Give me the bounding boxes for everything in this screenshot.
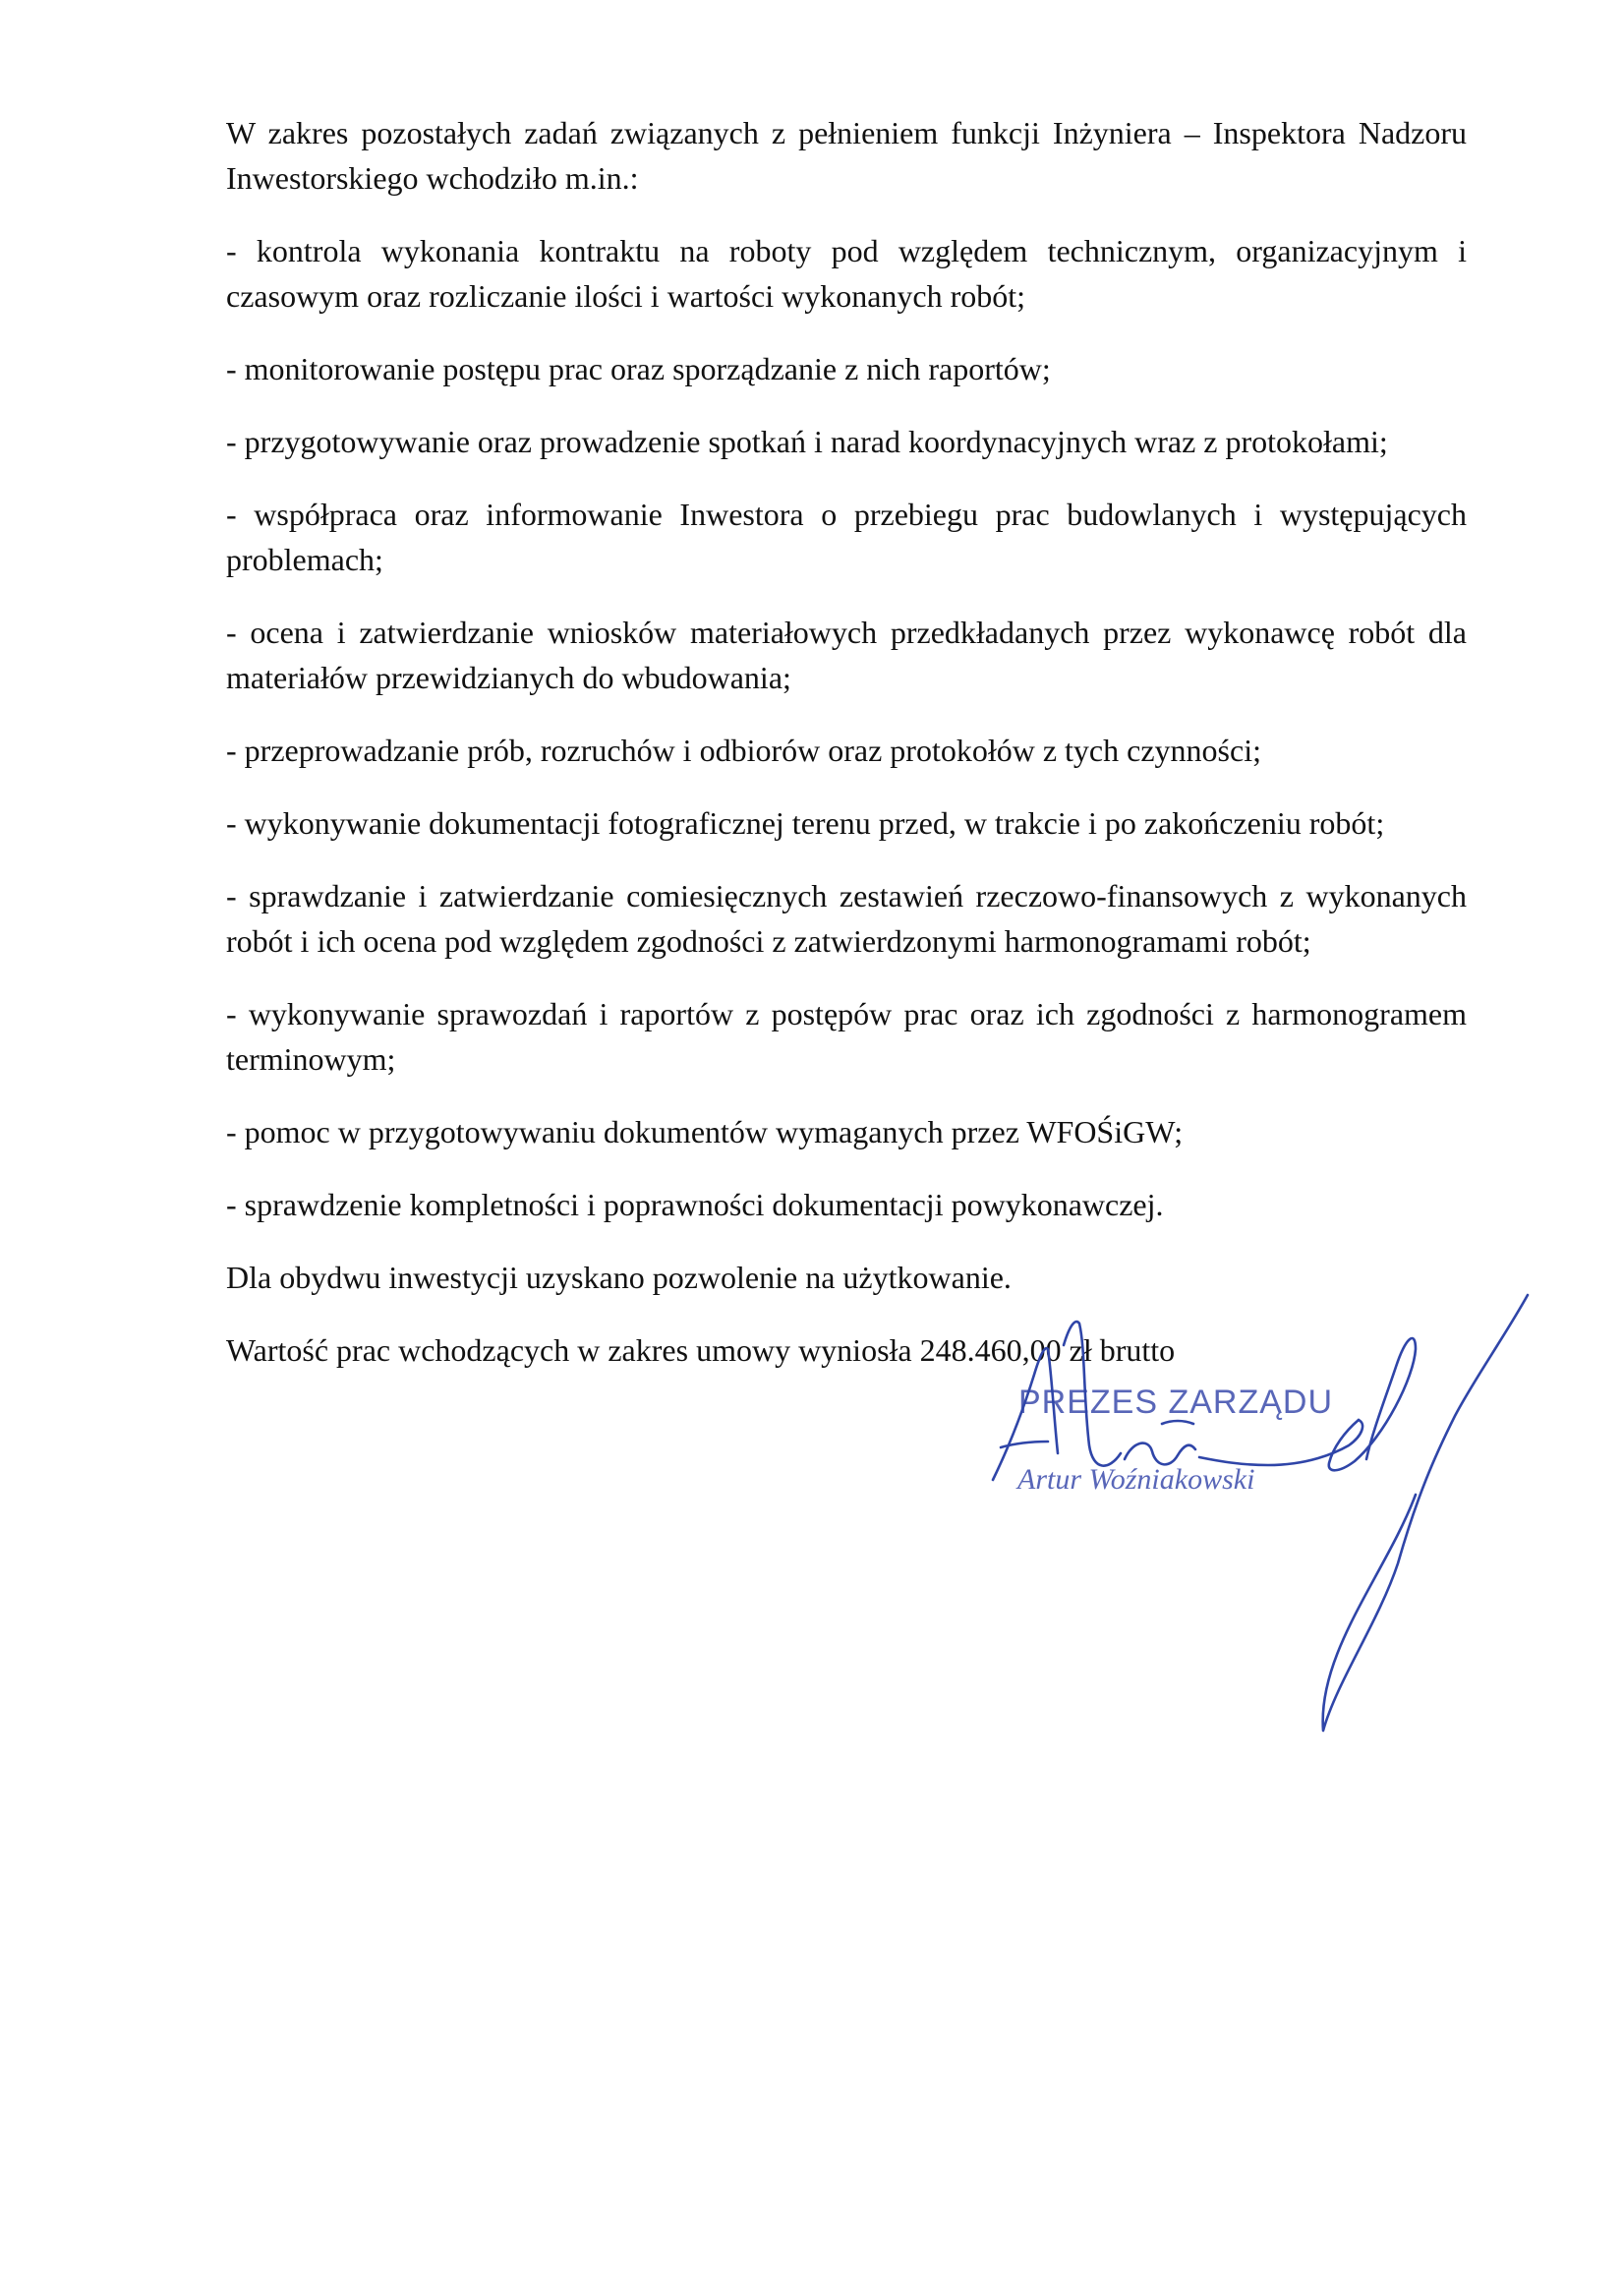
list-item: - wykonywanie dokumentacji fotograficznej terenu przed, w trakcie i po zakończeniu robót; [226,805,1385,841]
stamp-name: Artur Woźniakowski [1017,1463,1255,1496]
list-item: - pomoc w przygotowywaniu dokumentów wymaganych przez WFOŚiGW; [226,1114,1184,1149]
list-item: - wykonywanie sprawozdań i raportów z postępów prac oraz ich zgodności z harmonogramem terminowym; [226,996,1467,1077]
list-item: - sprawdzenie kompletności i poprawności dokumentacji powykonawczej. [226,1187,1164,1222]
contract-value-sentence: Wartość prac wchodzących w zakres umowy wyniosła 248.460,00 zł brutto [226,1332,1176,1368]
list-item: - przygotowywanie oraz prowadzenie spotkań i narad koordynacyjnych wraz z protokołami; [226,424,1388,459]
list-item: - ocena i zatwierdzanie wniosków materiałowych przedkładanych przez wykonawcę robót dla materiałów przewidzianych do wbudowania; [226,615,1467,695]
list-item: - sprawdzanie i zatwierdzanie comiesięcznych zestawień rzeczowo-finansowych z wykonanych robót i ich ocena pod względem zgodności z zatwierdzonymi harmonogramami robót; [226,878,1467,959]
stamp-title: PREZES ZARZĄDU [1018,1383,1334,1421]
list-item: - monitorowanie postępu prac oraz sporządzanie z nich raportów; [226,351,1051,386]
list-item: - przeprowadzanie prób, rozruchów i odbiorów oraz protokołów z tych czynności; [226,733,1261,768]
list-item: - współpraca oraz informowanie Inwestora o przebiegu prac budowlanych i występujących problemach; [226,497,1467,577]
intro-paragraph: W zakres pozostałych zadań związanych z pełnieniem funkcji Inżyniera – Inspektora Nadzoru Inwestorskiego wchodziło m.in.: [226,115,1467,196]
document-body [226,110,1467,1400]
list-item: - kontrola wykonania kontraktu na roboty pod względem technicznym, organizacyjnym i czasowym oraz rozliczanie ilości i wartości wykonanych robót; [226,233,1467,314]
closing-sentence: Dla obydwu inwestycji uzyskano pozwolenie na użytkowanie. [226,1260,1012,1295]
